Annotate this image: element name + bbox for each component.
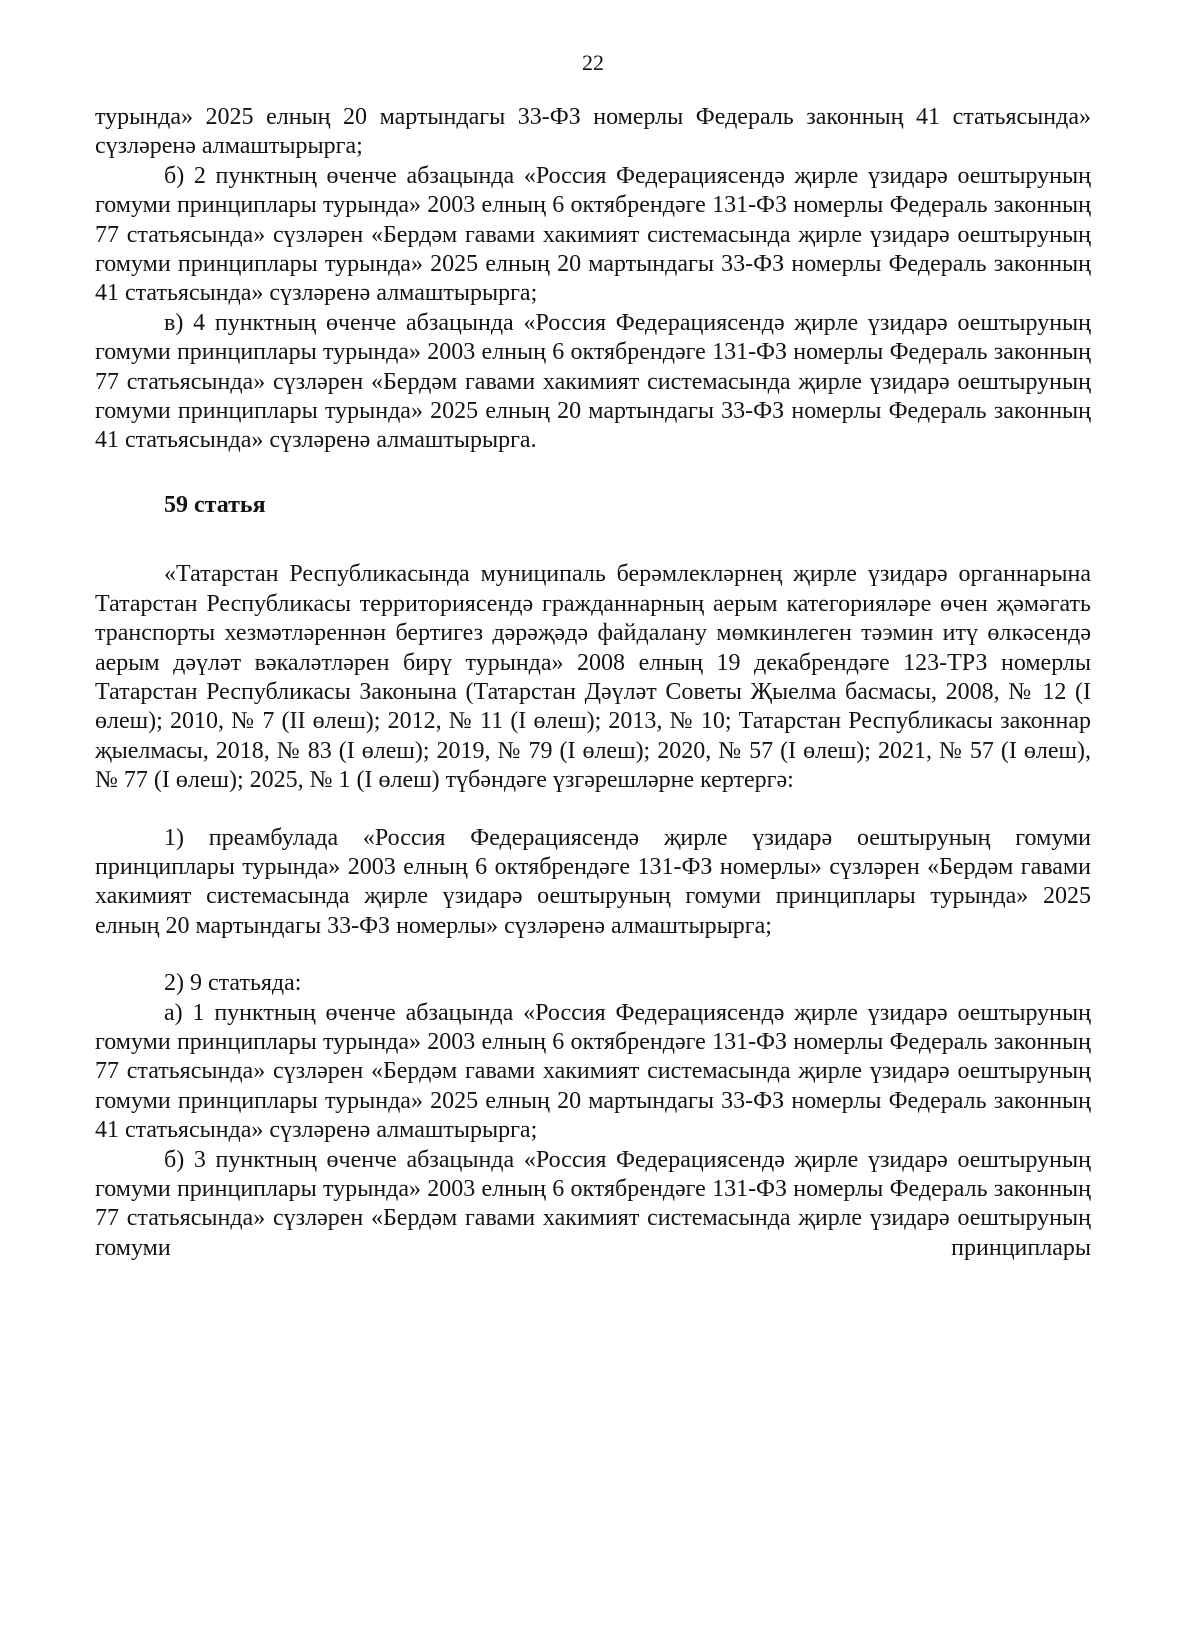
paragraph-item-a: а) 1 пунктның өченче абзацында «Россия Федерациясендә җирле үзидарә оештыруның гомуми принциплары турында» 2003 елның 6 октябрендәге 131-ФЗ номерлы Федераль законның 77 статьясында» сүзләрен «Бердәм гавами хакимият системасында җирле үзидарә оештыруның гомуми принциплары турында» 2025 елның 20 мартындагы 33-ФЗ номерлы Федераль законның 41 статьясында» сүзләренә алмаштырырга; [95, 999, 1091, 1144]
page-number: 22 [582, 50, 604, 75]
article-heading: 59 статья [164, 491, 266, 518]
paragraph-item-v: в) 4 пунктның өченче абзацында «Россия Федерациясендә җирле үзидарә оештыруның гомуми принциплары турында» 2003 елның 6 октябрендәге 131-ФЗ номерлы Федераль законның 77 статьясында» сүзләрен «Бердәм гавами хакимият системасында җирле үзидарә оештыруның гомуми принциплары турында» 2025 елның 20 мартындагы 33-ФЗ номерлы Федераль законның 41 статьясында» сүзләренә алмаштырырга. [95, 309, 1091, 454]
paragraph-item-b-2: б) 3 пунктның өченче абзацында «Россия Федерациясендә җирле үзидарә оештыруның гомуми принциплары турында» 2003 елның 6 октябрендәге 131-ФЗ номерлы Федераль законның 77 статьясында» сүзләрен «Бердәм гавами хакимият системасында җирле үзидарә оештыруның гомуми принциплары [95, 1146, 1091, 1261]
paragraph-item-1: 1) преамбулада «Россия Федерациясендә җирле үзидарә оештыруның гомуми принциплары турында» 2003 елның 6 октябрендәге 131-ФЗ номерлы» сүзләрен «Бердәм гавами хакимият системасында җирле үзидарә оештыруның гомуми принциплары турында» 2025 елның 20 мартындагы 33-ФЗ номерлы» сүзләренә алмаштырырга; [95, 824, 1091, 939]
paragraph-article-intro: «Татарстан Республикасында муниципаль берәмлекләрнең җирле үзидарә органнарына Татарстан Республикасы территориясендә гражданнарның аерым категорияләре өчен җәмәгать транспорты хезмәтләреннән бертигез дәрәҗәдә файдалану мөмкинлеген тәэмин итү өлкәсендә аерым дәүләт вәкаләтләрен бирү турында» 2008 елның 19 декабрендәге 123-ТРЗ номерлы Татарстан Республикасы Законына (Татарстан Дәүләт Советы Җыелма басмасы, 2008, № 12 (I өлеш); 2010, № 7 (II өлеш); 2012, № 11 (I өлеш); 2013, № 10; Татарстан Республикасы законнар җыелмасы, 2018, № 83 (I өлеш); 2019, № 79 (I өлеш); 2020, № 57 (I өлеш); 2021, № 57 (I өлеш), № 77 (I өлеш); 2025, № 1 (I өлеш) түбәндәге үзгәрешләрне кертергә: [95, 561, 1091, 794]
paragraph-item-b: б) 2 пунктның өченче абзацында «Россия Федерациясендә җирле үзидарә оештыруның гомуми принциплары турында» 2003 елның 6 октябрендәге 131-ФЗ номерлы Федераль законның 77 статьясында» сүзләрен «Бердәм гавами хакимият системасында җирле үзидарә оештыруның гомуми принциплары турында» 2025 елның 20 мартындагы 33-ФЗ номерлы Федераль законның 41 статьясында» сүзләренә алмаштырырга; [95, 162, 1091, 307]
paragraph-continuation: турында» 2025 елның 20 мартындагы 33-ФЗ номерлы Федераль законның 41 статьясында» сүзләренә алмаштырырга; [95, 104, 1091, 160]
paragraph-item-2: 2) 9 статьяда: [164, 970, 302, 997]
document-page [95, 48, 1091, 1263]
